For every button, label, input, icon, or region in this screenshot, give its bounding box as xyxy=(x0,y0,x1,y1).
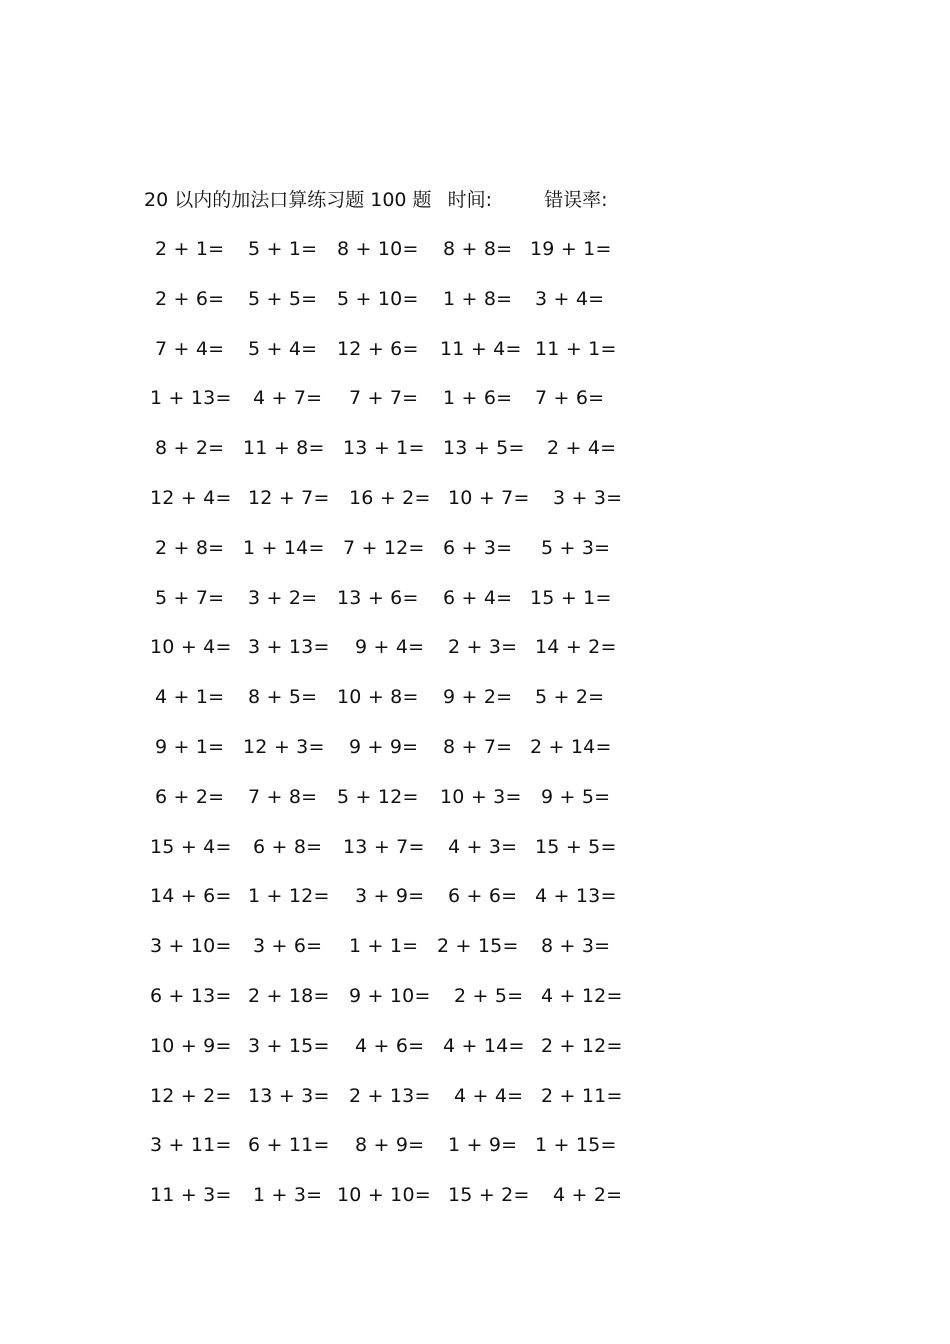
problem-row xyxy=(150,481,630,531)
problem-item: 11 + 8= xyxy=(243,437,325,460)
problem-item: 2 + 13= xyxy=(349,1084,431,1107)
problem-row xyxy=(150,979,630,1029)
problem-row xyxy=(150,1128,630,1178)
problem-item: 6 + 11= xyxy=(248,1134,330,1157)
problem-item: 8 + 7= xyxy=(443,735,513,758)
problem-row xyxy=(150,1178,630,1228)
problem-item: 13 + 5= xyxy=(443,437,525,460)
problem-item: 9 + 9= xyxy=(349,735,419,758)
problem-item: 15 + 4= xyxy=(150,835,232,858)
problem-item: 10 + 3= xyxy=(440,785,522,808)
problem-item: 9 + 4= xyxy=(355,636,425,659)
problem-item: 2 + 1= xyxy=(155,238,225,260)
problem-item: 10 + 4= xyxy=(150,636,232,659)
problem-item: 12 + 3= xyxy=(243,735,325,758)
problem-item: 15 + 2= xyxy=(448,1184,530,1207)
problem-item: 1 + 6= xyxy=(443,387,513,410)
problem-item: 3 + 9= xyxy=(355,885,425,908)
problem-item: 8 + 9= xyxy=(355,1134,425,1157)
problem-item: 4 + 2= xyxy=(553,1184,623,1207)
problem-item: 5 + 12= xyxy=(337,785,419,808)
problem-item: 19 + 1= xyxy=(530,238,612,260)
problem-item: 4 + 12= xyxy=(541,984,623,1007)
problem-item: 7 + 7= xyxy=(349,387,419,410)
problem-item: 8 + 8= xyxy=(443,238,513,260)
problem-item: 3 + 4= xyxy=(535,287,605,310)
problem-item: 14 + 6= xyxy=(150,885,232,908)
problem-item: 2 + 4= xyxy=(547,437,617,460)
problem-item: 11 + 3= xyxy=(150,1184,232,1207)
problem-item: 7 + 12= xyxy=(343,536,425,559)
problem-item: 2 + 14= xyxy=(530,735,612,758)
problem-item: 9 + 2= xyxy=(443,686,513,709)
problem-item: 1 + 3= xyxy=(253,1184,323,1207)
problem-item: 6 + 13= xyxy=(150,984,232,1007)
problem-row xyxy=(150,730,630,780)
problem-row xyxy=(150,232,630,282)
problem-row xyxy=(150,332,630,382)
problem-item: 6 + 3= xyxy=(443,536,513,559)
problem-item: 5 + 10= xyxy=(337,287,419,310)
problem-item: 9 + 1= xyxy=(155,735,225,758)
error-rate-label: 错误率: xyxy=(544,189,608,211)
problem-item: 10 + 8= xyxy=(337,686,419,709)
problem-item: 15 + 1= xyxy=(530,586,612,609)
problem-item: 4 + 14= xyxy=(443,1034,525,1057)
problem-item: 4 + 3= xyxy=(448,835,518,858)
problem-item: 5 + 5= xyxy=(248,287,318,310)
problem-item: 14 + 2= xyxy=(535,636,617,659)
problem-item: 4 + 7= xyxy=(253,387,323,410)
problem-row xyxy=(150,780,630,830)
problem-item: 2 + 12= xyxy=(541,1034,623,1057)
problem-item: 8 + 10= xyxy=(337,238,419,260)
problem-item: 5 + 7= xyxy=(155,586,225,609)
problem-item: 13 + 6= xyxy=(337,586,419,609)
problem-row xyxy=(150,531,630,581)
problem-item: 1 + 14= xyxy=(243,536,325,559)
problem-item: 3 + 13= xyxy=(248,636,330,659)
problem-item: 3 + 15= xyxy=(248,1034,330,1057)
problem-item: 12 + 2= xyxy=(150,1084,232,1107)
problem-row xyxy=(150,1079,630,1129)
problem-item: 3 + 10= xyxy=(150,935,232,958)
time-label: 时间: xyxy=(447,189,493,211)
problem-item: 1 + 12= xyxy=(248,885,330,908)
problem-item: 2 + 8= xyxy=(155,536,225,559)
worksheet-title: 20 以内的加法口算练习题 100 题 xyxy=(144,189,432,211)
problem-row xyxy=(150,680,630,730)
problem-item: 7 + 8= xyxy=(248,785,318,808)
problem-item: 6 + 6= xyxy=(448,885,518,908)
problem-item: 11 + 1= xyxy=(535,337,617,360)
problem-item: 12 + 4= xyxy=(150,486,232,509)
problem-item: 2 + 5= xyxy=(454,984,524,1007)
problem-item: 7 + 6= xyxy=(535,387,605,410)
problem-item: 3 + 2= xyxy=(248,586,318,609)
problem-row xyxy=(150,1029,630,1079)
problem-item: 5 + 3= xyxy=(541,536,611,559)
problem-row xyxy=(150,381,630,431)
problem-item: 4 + 13= xyxy=(535,885,617,908)
problem-item: 12 + 7= xyxy=(248,486,330,509)
problem-item: 11 + 4= xyxy=(440,337,522,360)
problem-item: 2 + 11= xyxy=(541,1084,623,1107)
problem-item: 10 + 7= xyxy=(448,486,530,509)
problem-row xyxy=(150,630,630,680)
problem-item: 1 + 9= xyxy=(448,1134,518,1157)
problem-item: 3 + 6= xyxy=(253,935,323,958)
problem-item: 5 + 1= xyxy=(248,238,318,260)
problem-item: 6 + 2= xyxy=(155,785,225,808)
problem-item: 13 + 7= xyxy=(343,835,425,858)
problem-grid xyxy=(150,232,630,1228)
problem-item: 1 + 13= xyxy=(150,387,232,410)
problem-item: 10 + 9= xyxy=(150,1034,232,1057)
problem-item: 1 + 8= xyxy=(443,287,513,310)
problem-item: 4 + 4= xyxy=(454,1084,524,1107)
problem-row xyxy=(150,929,630,979)
worksheet-header xyxy=(144,186,607,214)
problem-item: 13 + 1= xyxy=(343,437,425,460)
problem-item: 10 + 10= xyxy=(337,1184,431,1207)
problem-item: 5 + 4= xyxy=(248,337,318,360)
problem-item: 8 + 5= xyxy=(248,686,318,709)
problem-item: 3 + 3= xyxy=(553,486,623,509)
problem-item: 2 + 6= xyxy=(155,287,225,310)
problem-item: 5 + 2= xyxy=(535,686,605,709)
problem-item: 2 + 15= xyxy=(437,935,519,958)
problem-item: 13 + 3= xyxy=(248,1084,330,1107)
problem-item: 1 + 1= xyxy=(349,935,419,958)
problem-item: 9 + 5= xyxy=(541,785,611,808)
problem-item: 8 + 3= xyxy=(541,935,611,958)
problem-item: 1 + 15= xyxy=(535,1134,617,1157)
problem-item: 8 + 2= xyxy=(155,437,225,460)
problem-item: 3 + 11= xyxy=(150,1134,232,1157)
problem-item: 2 + 3= xyxy=(448,636,518,659)
problem-row xyxy=(150,879,630,929)
problem-row xyxy=(150,830,630,880)
problem-item: 6 + 8= xyxy=(253,835,323,858)
problem-item: 9 + 10= xyxy=(349,984,431,1007)
problem-item: 6 + 4= xyxy=(443,586,513,609)
problem-row xyxy=(150,431,630,481)
problem-row xyxy=(150,282,630,332)
problem-item: 16 + 2= xyxy=(349,486,431,509)
problem-row xyxy=(150,581,630,631)
problem-item: 2 + 18= xyxy=(248,984,330,1007)
problem-item: 4 + 6= xyxy=(355,1034,425,1057)
problem-item: 4 + 1= xyxy=(155,686,225,709)
problem-item: 12 + 6= xyxy=(337,337,419,360)
problem-item: 15 + 5= xyxy=(535,835,617,858)
problem-item: 7 + 4= xyxy=(155,337,225,360)
